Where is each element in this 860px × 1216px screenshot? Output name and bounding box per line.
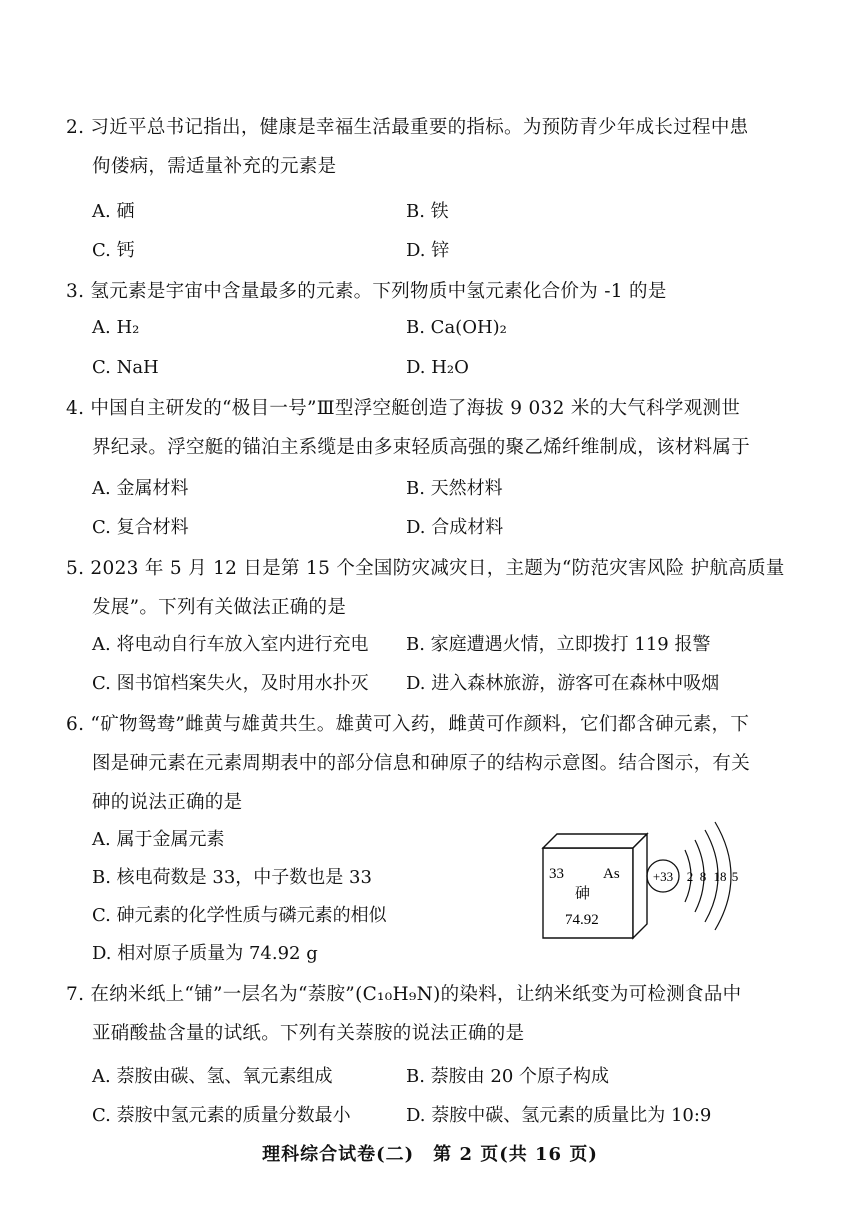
q4-stem-line-2: 界纪录。浮空艇的锚泊主系缆是由多束轻质高强的聚乙烯纤维制成，该材料属于 bbox=[92, 437, 751, 458]
question-6-stem bbox=[66, 705, 756, 822]
shell-4-electrons: 5 bbox=[731, 869, 739, 884]
page-footer: 理科综合试卷(二) 第 2 页(共 16 页) bbox=[262, 1144, 598, 1165]
shell-3-electrons: 18 bbox=[713, 869, 727, 884]
q5-option-b: B. 家庭遭遇火情，立即拨打 119 报警 bbox=[406, 634, 711, 655]
question-2-stem bbox=[66, 108, 756, 186]
q4-option-d: D. 合成材料 bbox=[406, 517, 504, 538]
q6-option-d: D. 相对原子质量为 74.92 g bbox=[92, 943, 318, 964]
q7-option-a: A. 萘胺由碳、氢、氧元素组成 bbox=[92, 1066, 333, 1087]
q4-option-b: B. 天然材料 bbox=[406, 478, 503, 499]
q3-option-a: A. H₂ bbox=[92, 317, 140, 338]
q6-option-b: B. 核电荷数是 33，中子数也是 33 bbox=[92, 867, 372, 888]
q7-option-d: D. 萘胺中碳、氢元素的质量比为 10:9 bbox=[406, 1105, 712, 1126]
shell-1-electrons: 2 bbox=[686, 869, 694, 884]
q6-option-a: A. 属于金属元素 bbox=[92, 829, 225, 850]
q2-stem-line-1: 2. 习近平总书记指出，健康是幸福生活最重要的指标。为预防青少年成长过程中患 bbox=[66, 117, 749, 138]
q6-stem-line-2: 图是砷元素在元素周期表中的部分信息和砷原子的结构示意图。结合图示，有关 bbox=[92, 753, 751, 774]
q5-stem-line-2: 发展”。下列有关做法正确的是 bbox=[92, 597, 347, 618]
q3-option-b: B. Ca(OH)₂ bbox=[406, 317, 507, 338]
arsenic-figure bbox=[535, 820, 760, 945]
q5-stem-line-1: 5. 2023 年 5 月 12 日是第 15 个全国防灾减灾日，主题为“防范灾害风险 护航高质量 bbox=[66, 558, 785, 579]
shell-2-electrons: 8 bbox=[699, 869, 707, 884]
q4-stem-line-1: 4. 中国自主研发的“极目一号”Ⅲ型浮空艇创造了海拔 9 032 米的大气科学观测世 bbox=[66, 398, 741, 419]
nucleus-charge: +33 bbox=[652, 869, 674, 884]
atom-structure-diagram bbox=[647, 822, 738, 930]
q5-option-d: D. 进入森林旅游，游客可在森林中吸烟 bbox=[406, 673, 720, 694]
q7-option-c: C. 萘胺中氢元素的质量分数最小 bbox=[92, 1105, 351, 1126]
question-4-stem bbox=[66, 389, 756, 467]
question-3-stem bbox=[66, 272, 756, 311]
question-7-stem bbox=[66, 975, 756, 1053]
q2-option-a: A. 硒 bbox=[92, 201, 135, 222]
q3-stem-line-1: 3. 氢元素是宇宙中含量最多的元素。下列物质中氢元素化合价为 -1 的是 bbox=[66, 281, 667, 302]
q2-option-c: C. 钙 bbox=[92, 240, 135, 261]
element-atomic-number: 33 bbox=[549, 866, 564, 882]
question-5-stem bbox=[66, 549, 785, 627]
element-name: 砷 bbox=[575, 886, 591, 902]
q4-option-c: C. 复合材料 bbox=[92, 517, 189, 538]
q7-stem-line-2: 亚硝酸盐含量的试纸。下列有关萘胺的说法正确的是 bbox=[92, 1023, 525, 1044]
q7-option-b: B. 萘胺由 20 个原子构成 bbox=[406, 1066, 610, 1087]
q2-option-d: D. 锌 bbox=[406, 240, 450, 261]
q6-stem-line-3: 砷的说法正确的是 bbox=[92, 792, 243, 813]
q5-option-c: C. 图书馆档案失火，及时用水扑灭 bbox=[92, 673, 369, 694]
element-symbol: As bbox=[603, 866, 620, 882]
q6-stem-line-1: 6. “矿物鸳鸯”雌黄与雄黄共生。雄黄可入药，雌黄可作颜料，它们都含砷元素，下 bbox=[66, 714, 750, 735]
q7-stem-line-1: 7. 在纳米纸上“铺”一层名为“萘胺”(C₁₀H₉N)的染料，让纳米纸变为可检测食品中 bbox=[66, 984, 742, 1005]
q3-option-d: D. H₂O bbox=[406, 357, 469, 378]
q3-option-c: C. NaH bbox=[92, 357, 159, 378]
q4-option-a: A. 金属材料 bbox=[92, 478, 189, 499]
q2-stem-line-2: 佝偻病，需适量补充的元素是 bbox=[92, 156, 337, 177]
q2-option-b: B. 铁 bbox=[406, 201, 449, 222]
element-card bbox=[543, 834, 647, 938]
q6-option-c: C. 砷元素的化学性质与磷元素的相似 bbox=[92, 905, 387, 926]
element-atomic-mass: 74.92 bbox=[565, 912, 599, 928]
q5-option-a: A. 将电动自行车放入室内进行充电 bbox=[92, 634, 369, 655]
